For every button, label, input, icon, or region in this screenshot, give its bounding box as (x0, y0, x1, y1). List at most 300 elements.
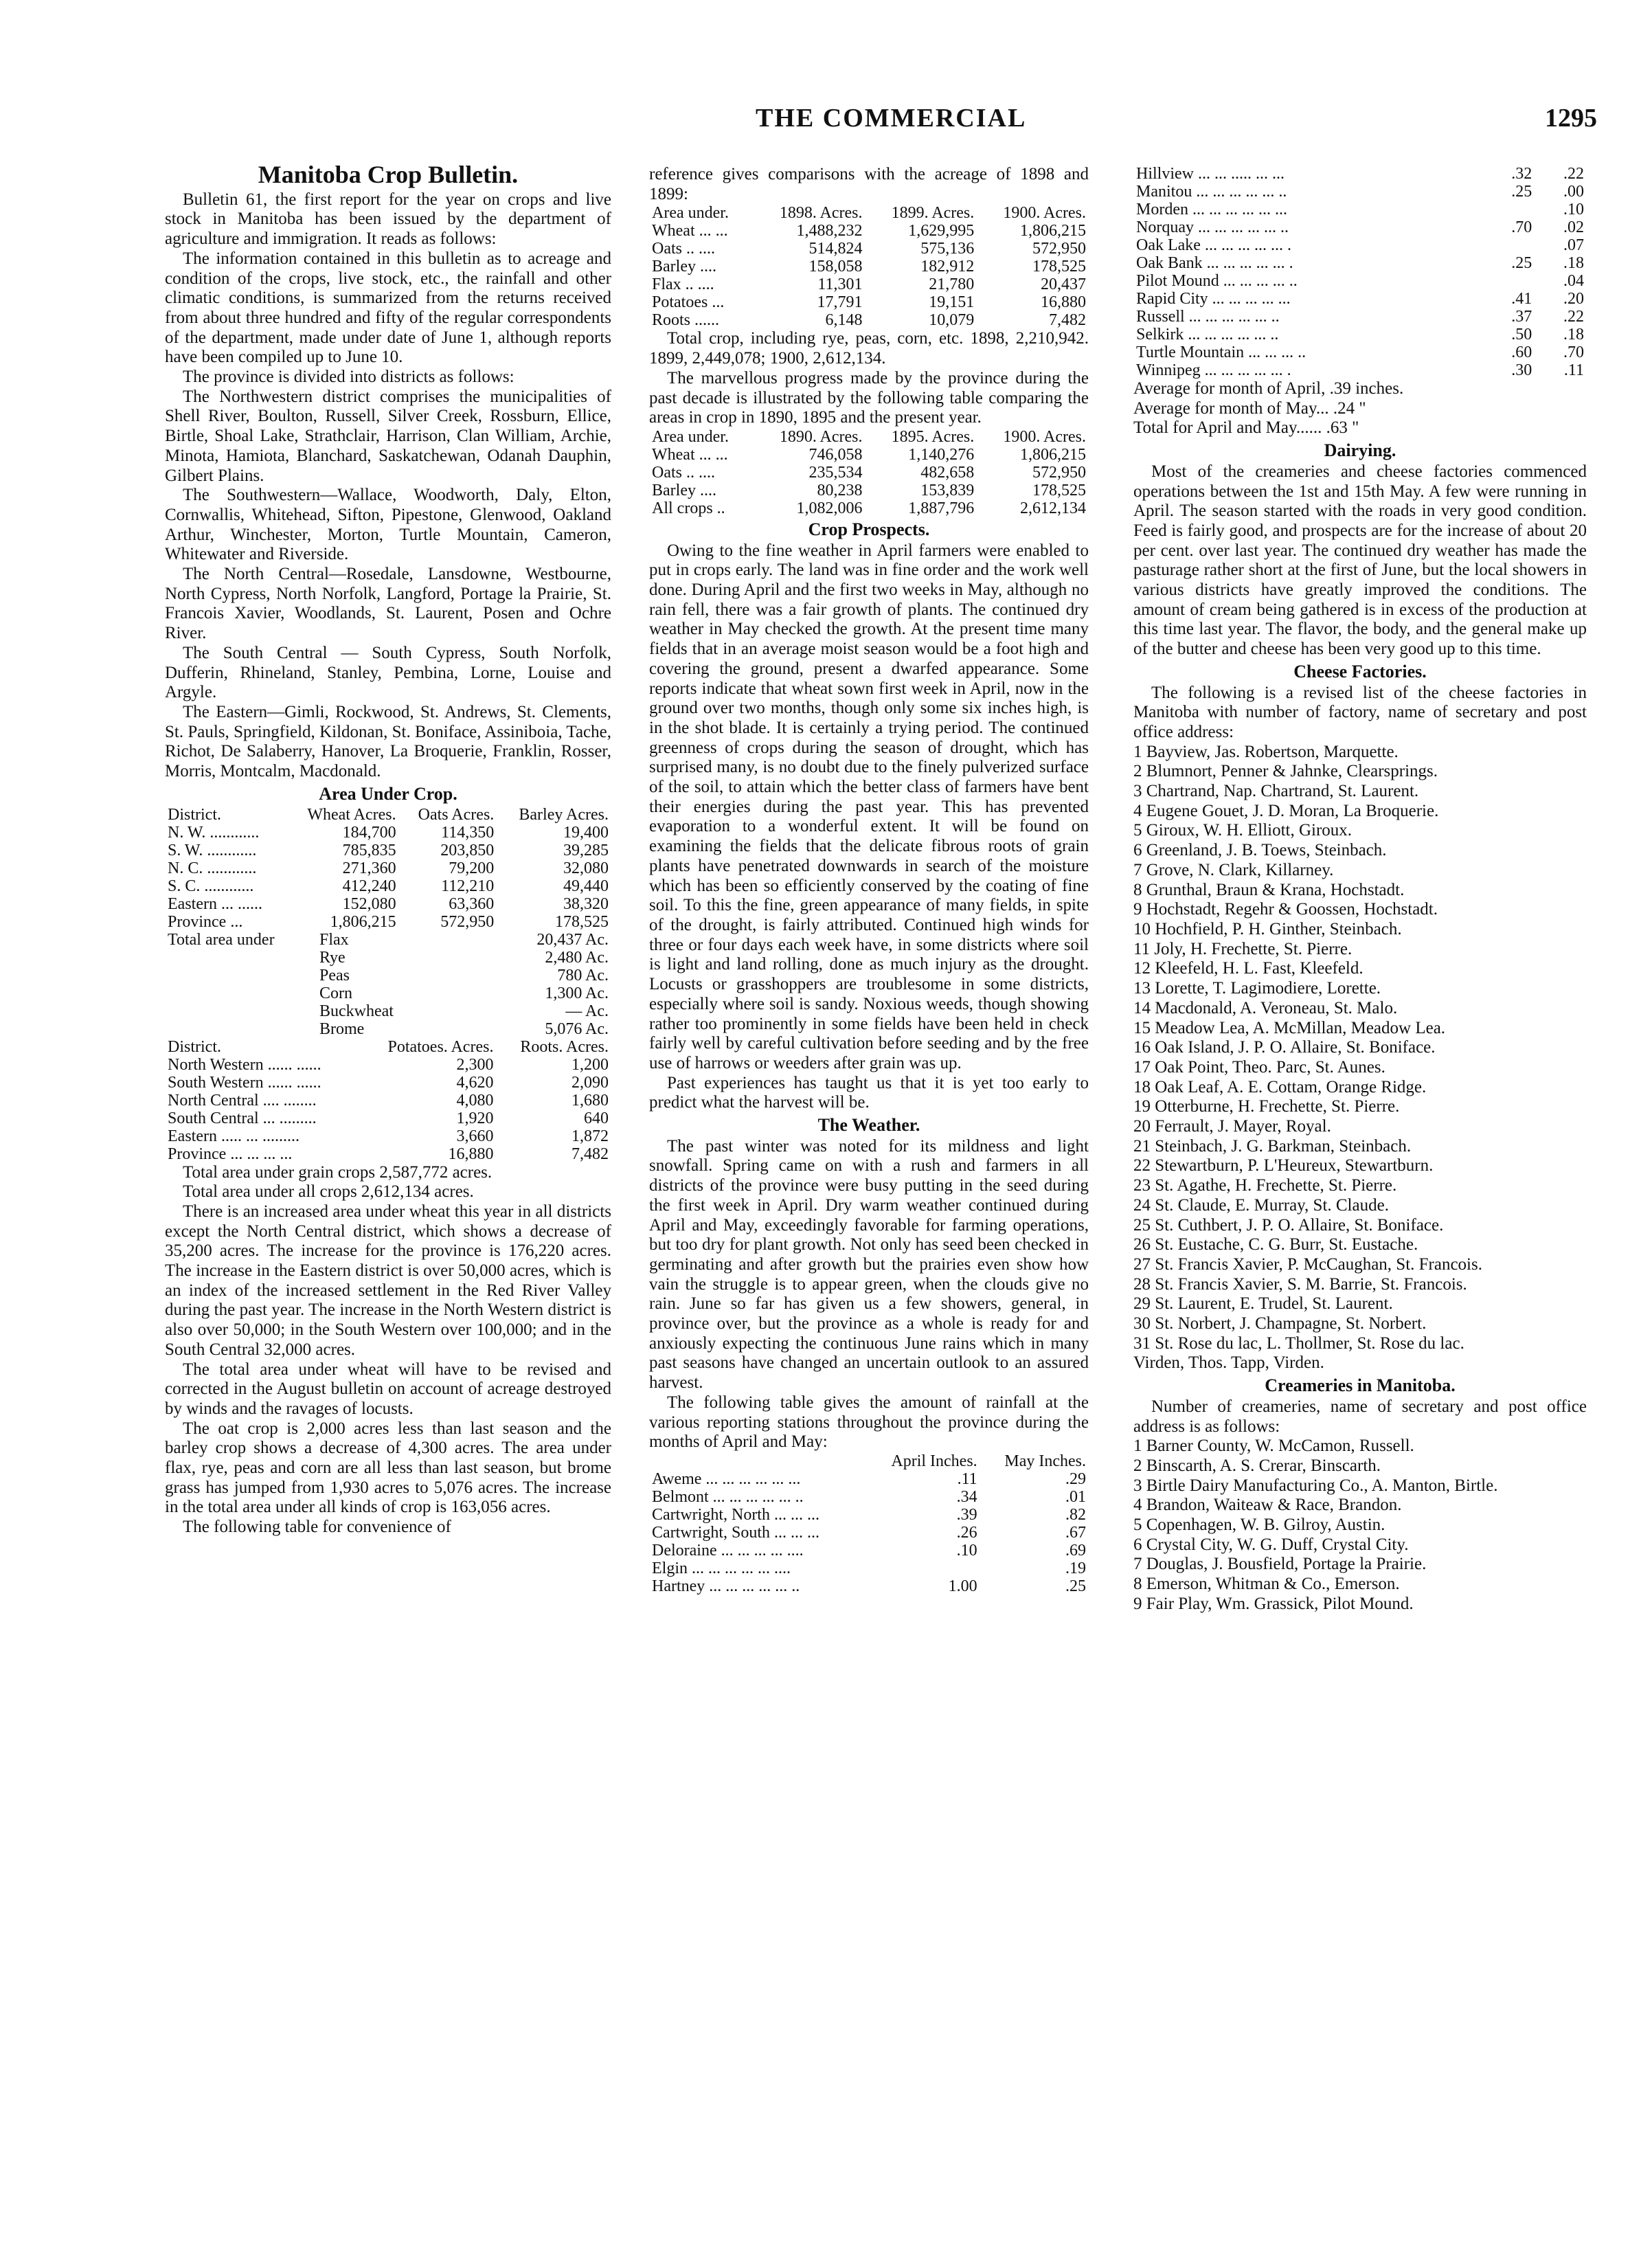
table-cell: Elgin ... ... ... ... ... .... (652, 1559, 791, 1577)
list-item: 17 Oak Point, Theo. Parc, St. Aunes. (1133, 1057, 1385, 1077)
table-cell: .11 (957, 1470, 977, 1488)
table-cell: Wheat ... ... (652, 222, 728, 240)
table-cell: 4,080 (456, 1091, 494, 1110)
table-header: 1890. Acres. (779, 427, 863, 446)
table-cell: 482,658 (920, 463, 975, 482)
list-item: 6 Crystal City, W. G. Duff, Crystal City. (1133, 1535, 1409, 1554)
section-heading: Cheese Factories. (1293, 661, 1427, 682)
list-item: 14 Macdonald, A. Veroneau, St. Malo. (1133, 998, 1398, 1017)
list-item: 31 St. Rose du lac, L. Thollmer, St. Rose du lac. (1133, 1333, 1464, 1353)
table-row (649, 222, 1089, 240)
table-cell: 572,950 (440, 912, 495, 931)
table-cell: .70 (1511, 218, 1532, 236)
table-cell (1483, 272, 1535, 290)
table-cell: .34 (956, 1487, 977, 1506)
list-item: 23 St. Agathe, H. Frechette, St. Pierre. (1133, 1176, 1397, 1195)
potatoes-roots-table (165, 1038, 611, 1163)
paragraph: The oat crop is 2,000 acres less than last season and the barley crop shows a decrease of 4,300 acres. The area under flax, rye, peas and corn are all less than last season, but brome grass has jumped from 1,930 acres to 5,076 acres. The increase in the total area under all kinds of crop is 163,056 acres. (165, 1419, 611, 1517)
table-cell: Hillview ... ... ..... ... ... (1136, 165, 1285, 183)
table-row (1133, 344, 1587, 361)
table-cell: 19,400 (563, 823, 609, 842)
list-item: 8 Emerson, Whitman & Co., Emerson. (1133, 1575, 1400, 1594)
masthead (0, 103, 1652, 144)
table-cell (1483, 236, 1535, 254)
table-cell: .32 (1511, 165, 1532, 183)
table-cell: .00 (1563, 183, 1584, 201)
table-row (649, 1524, 1089, 1542)
table-cell: .30 (1511, 361, 1532, 379)
paragraph: Total area under grain crops 2,587,772 acres. (183, 1162, 493, 1182)
table-header: Potatoes. Acres. (387, 1037, 494, 1056)
table-cell: 412,240 (342, 877, 396, 895)
table-cell: Rye (319, 948, 346, 967)
table-cell: 158,058 (808, 258, 863, 276)
rainfall-average: Average for month of April, .39 inches. (1133, 379, 1404, 398)
table-cell: .22 (1563, 308, 1584, 326)
table-cell: 572,950 (1032, 240, 1086, 258)
table-cell: 182,912 (920, 258, 975, 276)
table-cell: 178,525 (555, 912, 609, 931)
list-item: 21 Steinbach, J. G. Barkman, Steinbach. (1133, 1136, 1412, 1156)
list-item: 13 Lorette, T. Lagimodiere, Lorette. (1133, 979, 1381, 998)
rainfall-table-continued (1133, 165, 1587, 379)
table-cell: Cartwright, South ... ... ... (652, 1523, 819, 1542)
table-row (165, 859, 611, 877)
table-cell: .29 (1065, 1470, 1086, 1488)
table-cell: Province ... (168, 912, 243, 931)
table-cell: 63,360 (449, 894, 495, 913)
paragraph: The Northwestern district comprises the municipalities of Shell River, Boulton, Russell, Silver Creek, Rossburn, Ellice, Birtle, Shoal Lake, Strathclair, Harrison, Clan William, Archie, Minota, Hamiota, Blanchard, Saskatchewan, Odanah Dauphin, Gilbert Plains. (165, 387, 611, 485)
table-cell: .18 (1563, 254, 1584, 272)
table-cell: 2,090 (572, 1073, 609, 1092)
table-row (165, 1092, 611, 1110)
table-cell: 1,629,995 (908, 222, 975, 240)
cheese-factory-list (1133, 743, 1587, 1374)
table-row (165, 1127, 611, 1145)
table-cell: 2,300 (456, 1055, 494, 1074)
table-cell: Oak Lake ... ... ... ... ... . (1136, 236, 1291, 254)
table-row (649, 311, 1089, 329)
table-cell: 178,525 (1032, 258, 1086, 276)
table-cell: .19 (1065, 1559, 1086, 1577)
table-cell: 1,140,276 (908, 445, 975, 464)
table-cell: .25 (1511, 183, 1532, 201)
table-cell: 575,136 (920, 240, 975, 258)
table-cell: .02 (1563, 218, 1584, 236)
table-cell: 16,880 (1041, 293, 1086, 312)
paragraph: Past experiences has taught us that it is yet too early to predict what the harvest will be. (649, 1073, 1089, 1112)
table-row (649, 1577, 1089, 1595)
table-row (165, 984, 611, 1002)
table-cell: 514,824 (808, 240, 863, 258)
table-cell: 152,080 (342, 894, 396, 913)
list-item: 11 Joly, H. Frechette, St. Pierre. (1133, 939, 1353, 958)
table-row (165, 1002, 611, 1020)
list-item: 20 Ferrault, J. Mayer, Royal. (1133, 1117, 1331, 1136)
table-cell: .01 (1065, 1487, 1086, 1506)
table-header-row (165, 806, 611, 824)
table-row (649, 258, 1089, 275)
table-cell: North Western ...... ...... (168, 1055, 321, 1074)
page-number: 1295 (1545, 104, 1597, 133)
table-cell: .22 (1563, 165, 1584, 183)
table-cell: 184,700 (342, 823, 396, 842)
list-item: 4 Brandon, Waiteaw & Race, Brandon. (1133, 1496, 1402, 1515)
section-heading: Crop Prospects. (808, 519, 930, 539)
table-header: Wheat Acres. (307, 805, 396, 824)
list-item: 6 Greenland, J. B. Toews, Steinbach. (1133, 841, 1387, 860)
section-heading: The Weather. (817, 1115, 920, 1136)
table-row (1133, 254, 1587, 272)
table-row (165, 842, 611, 859)
table-row (1133, 272, 1587, 290)
table-row (1133, 361, 1587, 379)
table-cell: Oats .. .... (652, 463, 715, 482)
paragraph: Total crop, including rye, peas, corn, etc. 1898, 2,210,942. 1899, 2,449,078; 1900, 2,612,134. (649, 329, 1089, 368)
table-cell: 1,872 (572, 1127, 609, 1145)
table-cell: Hartney ... ... ... ... ... .. (652, 1577, 800, 1595)
table-cell: .67 (1065, 1523, 1086, 1542)
table-cell: Cartwright, North ... ... ... (652, 1505, 819, 1524)
table-cell: .10 (1563, 201, 1584, 218)
table-row (1133, 201, 1587, 218)
paragraph: Total area under all crops 2,612,134 acres. (183, 1182, 474, 1202)
table-cell: 1,920 (456, 1109, 494, 1127)
table-cell: Deloraine ... ... ... ... .... (652, 1541, 804, 1560)
paragraph: Number of creameries, name of secretary and post office address is as follows: (1133, 1397, 1587, 1436)
table-cell: .07 (1563, 236, 1584, 254)
table-cell: 5,076 Ac. (545, 1020, 609, 1038)
article-title: Manitoba Crop Bulletin. (258, 161, 519, 188)
table-cell: 746,058 (808, 445, 863, 464)
list-item: 25 St. Cuthbert, J. P. O. Allaire, St. Boniface. (1133, 1215, 1444, 1235)
column-3 (1133, 165, 1587, 1614)
list-item: 27 St. Francis Xavier, P. McCaughan, St. Francois. (1133, 1254, 1482, 1274)
section-heading: Dairying. (1324, 440, 1396, 461)
table-row (1133, 308, 1587, 326)
table-cell: 785,835 (342, 841, 396, 859)
paragraph: The total area under wheat will have to be revised and corrected in the August bulletin on account of acreage destroyed by winds and the ravages of locusts. (165, 1360, 611, 1418)
table-cell: Aweme ... ... ... ... ... ... (652, 1470, 801, 1488)
table-cell: 2,612,134 (1020, 499, 1086, 517)
list-item: Virden, Thos. Tapp, Virden. (1133, 1353, 1324, 1373)
table-cell: .41 (1511, 290, 1532, 308)
table-cell: 19,151 (929, 293, 975, 312)
table-cell: 271,360 (342, 859, 396, 877)
table-cell: 39,285 (563, 841, 609, 859)
table-row (165, 1056, 611, 1074)
table-header: Barley Acres. (519, 805, 609, 824)
table-cell: 572,950 (1032, 463, 1086, 482)
paragraph: The province is divided into districts as follows: (183, 368, 514, 387)
table-row (165, 877, 611, 895)
table-cell: .37 (1511, 308, 1532, 326)
table-cell: 16,880 (448, 1145, 494, 1163)
publication-title: THE COMMERCIAL (756, 104, 1027, 133)
section-heading: Area Under Crop. (319, 783, 457, 804)
table-row (1133, 218, 1587, 236)
table-cell: 4,620 (456, 1073, 494, 1092)
table-header: Area under. (652, 427, 729, 446)
area-under-crop-table (165, 806, 611, 931)
list-item: 22 Stewartburn, P. L'Heureux, Stewartburn. (1133, 1156, 1434, 1175)
paragraph: Most of the creameries and cheese factories commenced operations between the 1st and 15th May. A few were running in April. The season started with the roads in very good condition. Feed is fairly good, and prospects are for the increase of about 20 per cent. over last year. The continued dry weather has made the pasturage rather short at the first of June, but the local showers in various districts have greatly improved the conditions. The amount of cream being gathered is in excess of the production at this time last year. The flavor, the body, and the general make up of the butter and cheese has been very good up to this time. (1133, 462, 1587, 659)
table-row (165, 949, 611, 967)
list-item: 15 Meadow Lea, A. McMillan, Meadow Lea. (1133, 1018, 1446, 1037)
column-1 (165, 161, 611, 1538)
table-cell: Corn (319, 984, 352, 1002)
table-header: 1895. Acres. (891, 427, 975, 446)
list-item: 1 Barner County, W. McCamon, Russell. (1133, 1437, 1414, 1456)
list-item: 26 St. Eustache, C. G. Burr, St. Eustache. (1133, 1235, 1418, 1254)
table-header: District. (168, 805, 221, 824)
table-cell: .26 (956, 1523, 977, 1542)
table-row (165, 1110, 611, 1127)
table-cell: 20,437 Ac. (536, 930, 609, 949)
table-cell: 153,839 (920, 481, 975, 499)
other-crops-table (165, 931, 611, 1038)
paragraph: The South Central — South Cypress, South Norfolk, Dufferin, Rhineland, Stanley, Pembina, Lorne, Louise and Argyle. (165, 643, 611, 702)
table-cell: Russell ... ... ... ... ... .. (1136, 308, 1280, 326)
table-cell: 80,238 (817, 481, 863, 499)
table-cell: .25 (1511, 254, 1532, 272)
table-cell: Province ... ... ... ... (168, 1145, 293, 1163)
table-cell: 10,079 (929, 311, 975, 330)
table-cell: South Central ... ......... (168, 1109, 317, 1127)
table-header-row (649, 428, 1089, 446)
table-header-row (649, 204, 1089, 222)
table-cell: .11 (1563, 361, 1584, 379)
table-cell: .69 (1065, 1541, 1086, 1560)
list-item: 1 Bayview, Jas. Robertson, Marquette. (1133, 742, 1399, 761)
list-item: 7 Grove, N. Clark, Killarney. (1133, 860, 1334, 879)
table-row (649, 1488, 1089, 1506)
list-item: 30 St. Norbert, J. Champagne, St. Norbert. (1133, 1314, 1427, 1333)
table-cell: 79,200 (449, 859, 495, 877)
table-cell: Oak Bank ... ... ... ... ... . (1136, 254, 1293, 272)
table-cell: Brome (319, 1020, 365, 1038)
table-cell: Selkirk ... ... ... ... ... .. (1136, 326, 1279, 344)
table-header: May Inches. (1004, 1452, 1086, 1470)
table-cell: 114,350 (441, 823, 495, 842)
list-item: 8 Grunthal, Braun & Krana, Hochstadt. (1133, 880, 1405, 899)
table-row (649, 275, 1089, 293)
list-item: 5 Copenhagen, W. B. Gilroy, Austin. (1133, 1516, 1385, 1535)
table-row (649, 1470, 1089, 1488)
table-cell: 112,210 (441, 877, 495, 895)
table-cell: Roots ...... (652, 311, 720, 330)
table-cell: — Ac. (565, 1002, 609, 1020)
list-item: 2 Blumnort, Penner & Jahnke, Clearsprings. (1133, 762, 1438, 781)
table-header: Oats Acres. (418, 805, 495, 824)
table-row (1133, 326, 1587, 344)
table-cell: .25 (1065, 1577, 1086, 1595)
paragraph: The past winter was noted for its mildness and light snowfall. Spring came on with a rush and farmers in all districts of the province were busy putting in the seed during the first week in April. Dry warm weather continued during April and May, exceedingly favorable for farming operations, but too dry for plant growth. Not only has seed been checked in germinating and after growth but the prairies even show how vain the struggle is to appear green, when the clouds give no rain. June so far has given us a few showers, general, in province over, but the province as a whole is ready for and anxiously expecting the continuous June rains which in many past seasons have changed an uncertain outlook to an assured harvest. (649, 1136, 1089, 1393)
table-cell: .10 (956, 1541, 977, 1560)
paragraph: Owing to the fine weather in April farmers were enabled to put in crops early. The land was in fine order and the work well done. During April and the first two weeks in May, although no rain fell, there was a fair growth of plants. The continued dry weather in May checked the growth. At the present time many fields that in an average moist season would be a foot high and covering the ground, present a dwarfed appearance. Some reports indicate that wheat sown first week in April, now in the ground over two months, though only some six inches high, is in the shot blade. It is certainly a trying period. The continued greenness of crops during the season of drought, which has surprised many, is no doubt due to the finely pulverized surface of the soil, to attain which the better class of farmers have bent their energies during the past year. This has prevented evaporation to a wonderful extent. It will be found on examining the fields that the delicate fibrous roots of grain plants have penetrated downwards in search of the moisture which has been so efficiently conserved by the coating of fine soil. To this the fine, green appearance of many fields, in spite of the drought, is fairly attributed. Continued high winds for three or four days each week have, in some districts where soil is light and land rolling, done as much injury as the drought. Locusts or grasshoppers are troublesome in some districts, especially where soil is sandy. Noxious weeds, though showing rather too prominently in some fields have been held in check fairly well by careful cultivation before seeding and by the free use of harrows or weeders after grain was up. (649, 541, 1089, 1072)
table-row (649, 446, 1089, 464)
rainfall-total: Total for April and May...... .63 " (1133, 418, 1359, 438)
table-cell: 178,525 (1032, 481, 1086, 499)
table-row (165, 931, 611, 949)
paragraph: The information contained in this bulletin as to acreage and condition of the crops, live stock, etc., the rainfall and other climatic conditions, is summarized from the returns received from about three hundred and fifty of the regular correspondents of the department, made under date of June 1, although reports have been compiled up to June 10. (165, 249, 611, 367)
list-item: 2 Binscarth, A. S. Crerar, Binscarth. (1133, 1456, 1381, 1475)
table-header: Area under. (652, 204, 729, 223)
table-cell: Flax .. .... (652, 275, 714, 294)
table-cell: Morden ... ... ... ... ... ... (1136, 201, 1287, 218)
table-cell: 1.00 (948, 1577, 977, 1595)
table-cell: Wheat ... ... (652, 445, 728, 464)
table-cell: 780 Ac. (557, 966, 609, 984)
table-cell: Barley .... (652, 481, 716, 499)
table-total-row (165, 913, 611, 931)
rainfall-table (649, 1452, 1089, 1595)
list-item: 10 Hochfield, P. H. Ginther, Steinbach. (1133, 919, 1402, 938)
table-header: 1898. Acres. (779, 204, 863, 223)
table-cell: Total area under (168, 930, 275, 949)
list-item: 5 Giroux, W. H. Elliott, Giroux. (1133, 821, 1353, 840)
paragraph: The following is a revised list of the cheese factories in Manitoba with number of factory, name of secretary and post office address: (1133, 683, 1587, 741)
list-item: 9 Fair Play, Wm. Grassick, Pilot Mound. (1133, 1594, 1414, 1613)
table-cell: N. W. ............ (168, 823, 260, 842)
table-cell: 7,482 (1049, 311, 1086, 330)
table-row (1133, 236, 1587, 254)
table-cell: Winnipeg ... ... ... ... ... . (1136, 361, 1291, 379)
table-cell: .82 (1065, 1505, 1086, 1524)
paragraph: There is an increased area under wheat this year in all districts except the North Central district, which shows a decrease of 35,200 acres. The increase for the province is 176,220 acres. The increase in the Eastern district is over 50,000 acres, which is an index of the increased settlement in the Red River Valley during the past year. The increase in the North Western district is also over 50,000; in the South Western over 100,000; and in the South Central 32,000 acres. (165, 1202, 611, 1359)
table-cell: 1,300 Ac. (545, 984, 609, 1002)
table-cell: Buckwheat (319, 1002, 394, 1020)
table-row (165, 1074, 611, 1092)
table-cell: All crops .. (652, 499, 725, 517)
table-cell: 11,301 (817, 275, 863, 294)
creamery-list (1133, 1437, 1587, 1614)
table-cell: 1,887,796 (908, 499, 975, 517)
table-header: 1899. Acres. (891, 204, 975, 223)
table-cell: Rapid City ... ... ... ... ... (1136, 290, 1291, 308)
table-row (649, 1560, 1089, 1577)
table-row (165, 967, 611, 984)
column-2 (649, 165, 1089, 1595)
table-cell: 7,482 (572, 1145, 609, 1163)
table-header: 1900. Acres. (1003, 204, 1086, 223)
table-cell: Turtle Mountain ... ... ... .. (1136, 344, 1306, 361)
table-header: 1900. Acres. (1003, 427, 1086, 446)
table-row (649, 464, 1089, 482)
list-item: 7 Douglas, J. Bousfield, Portage la Prairie. (1133, 1555, 1427, 1574)
table-cell: 235,534 (808, 463, 863, 482)
table-cell: 32,080 (563, 859, 609, 877)
list-item: 3 Chartrand, Nap. Chartrand, St. Laurent. (1133, 782, 1419, 801)
paragraph: The marvellous progress made by the province during the past decade is illustrated by the following table comparing the areas in crop in 1890, 1895 and the present year. (649, 368, 1089, 427)
table-cell: 20,437 (1041, 275, 1086, 294)
table-cell: Flax (319, 930, 349, 949)
list-item: 28 St. Francis Xavier, S. M. Barrie, St. Francois. (1133, 1274, 1467, 1294)
table-cell: 1,488,232 (796, 222, 863, 240)
table-cell: Belmont ... ... ... ... ... .. (652, 1487, 804, 1506)
list-item: 9 Hochstadt, Regehr & Goossen, Hochstadt. (1133, 900, 1438, 919)
table-row (649, 1542, 1089, 1560)
table-cell: Oats .. .... (652, 240, 715, 258)
list-item: 3 Birtle Dairy Manufacturing Co., A. Manton, Birtle. (1133, 1476, 1498, 1495)
decade-table (649, 428, 1089, 517)
paragraph: The following table for convenience of (183, 1518, 451, 1537)
section-heading: Creameries in Manitoba. (1265, 1375, 1456, 1396)
table-cell: .20 (1563, 290, 1584, 308)
paragraph: The Eastern—Gimli, Rockwood, St. Andrews, St. Clements, St. Pauls, Springfield, Kildonan, St. Boniface, Assiniboia, Tache, Richot, De Salaberry, Hanover, La Broquerie, Franklin, Rosser, Morris, Montcalm, Macdonald. (165, 702, 611, 781)
table-header-row (649, 1452, 1089, 1470)
table-row (649, 1506, 1089, 1524)
table-cell: 1,806,215 (1020, 445, 1086, 464)
table-cell: .39 (956, 1505, 977, 1524)
table-cell: 17,791 (817, 293, 863, 312)
list-item: 12 Kleefeld, H. L. Fast, Kleefeld. (1133, 959, 1364, 978)
table-row (1133, 165, 1587, 183)
table-cell: Barley .... (652, 258, 716, 276)
paragraph: reference gives comparisons with the acreage of 1898 and 1899: (649, 165, 1089, 203)
table-header (649, 1452, 865, 1470)
table-header-row (165, 1038, 611, 1056)
table-cell: 1,082,006 (796, 499, 863, 517)
table-row (649, 240, 1089, 258)
table-row (1133, 183, 1587, 201)
table-cell: Eastern ... ...... (168, 894, 262, 913)
table-row (165, 824, 611, 842)
table-cell: Manitou ... ... ... ... ... .. (1136, 183, 1287, 201)
table-cell: 49,440 (563, 877, 609, 895)
table-row (649, 499, 1089, 517)
table-cell: Norquay ... ... ... ... ... .. (1136, 218, 1289, 236)
table-header: April Inches. (891, 1452, 977, 1470)
table-cell: Peas (319, 966, 350, 984)
table-cell: Potatoes ... (652, 293, 725, 312)
table-cell: 21,780 (929, 275, 975, 294)
table-cell: 1,806,215 (1020, 222, 1086, 240)
table-cell: .18 (1563, 326, 1584, 344)
table-header: Roots. Acres. (520, 1037, 609, 1056)
paragraph: The Southwestern—Wallace, Woodworth, Daly, Elton, Cornwallis, Whitehead, Sifton, Pipestone, Glenwood, Oakland Arthur, Winchester, Morton, Turtle Mountain, Cameron, Whitewater and Riverside. (165, 486, 611, 564)
table-cell: South Western ...... ...... (168, 1073, 321, 1092)
table-cell: 1,200 (572, 1055, 609, 1074)
paragraph: The North Central—Rosedale, Lansdowne, Westbourne, North Cypress, North Norfolk, Langford, Portage la Prairie, St. Francois Xavier, Woodlands, St. Laurent, Posen and Ochre River. (165, 565, 611, 643)
table-cell: 38,320 (563, 894, 609, 913)
paragraph: The following table gives the amount of rainfall at the various reporting stations throughout the province during the months of April and May: (649, 1393, 1089, 1452)
table-total-row (165, 1145, 611, 1163)
list-item: 16 Oak Island, J. P. O. Allaire, St. Boniface. (1133, 1038, 1436, 1057)
table-cell: Pilot Mound ... ... ... ... .. (1136, 272, 1298, 290)
table-cell: S. C. ............ (168, 877, 254, 895)
table-row (649, 482, 1089, 499)
table-cell: S. W. ............ (168, 841, 257, 859)
table-row (165, 1020, 611, 1038)
table-cell (1483, 201, 1535, 218)
table-cell: 203,850 (440, 841, 495, 859)
table-row (649, 293, 1089, 311)
rainfall-average: Average for month of May... .24 " (1133, 398, 1366, 418)
table-cell: 640 (584, 1109, 609, 1127)
table-cell: 3,660 (456, 1127, 494, 1145)
list-item: 18 Oak Leaf, A. E. Cottam, Orange Ridge. (1133, 1077, 1427, 1096)
table-cell: North Central .... ........ (168, 1091, 317, 1110)
comparison-table (649, 204, 1089, 329)
table-cell: N. C. ............ (168, 859, 257, 877)
list-item: 4 Eugene Gouet, J. D. Moran, La Broquerie. (1133, 801, 1439, 820)
list-item: 19 Otterburne, H. Frechette, St. Pierre. (1133, 1097, 1400, 1116)
table-row (165, 895, 611, 913)
table-cell (865, 1560, 980, 1577)
table-cell: Eastern ..... ... ......... (168, 1127, 299, 1145)
table-cell: .50 (1511, 326, 1532, 344)
